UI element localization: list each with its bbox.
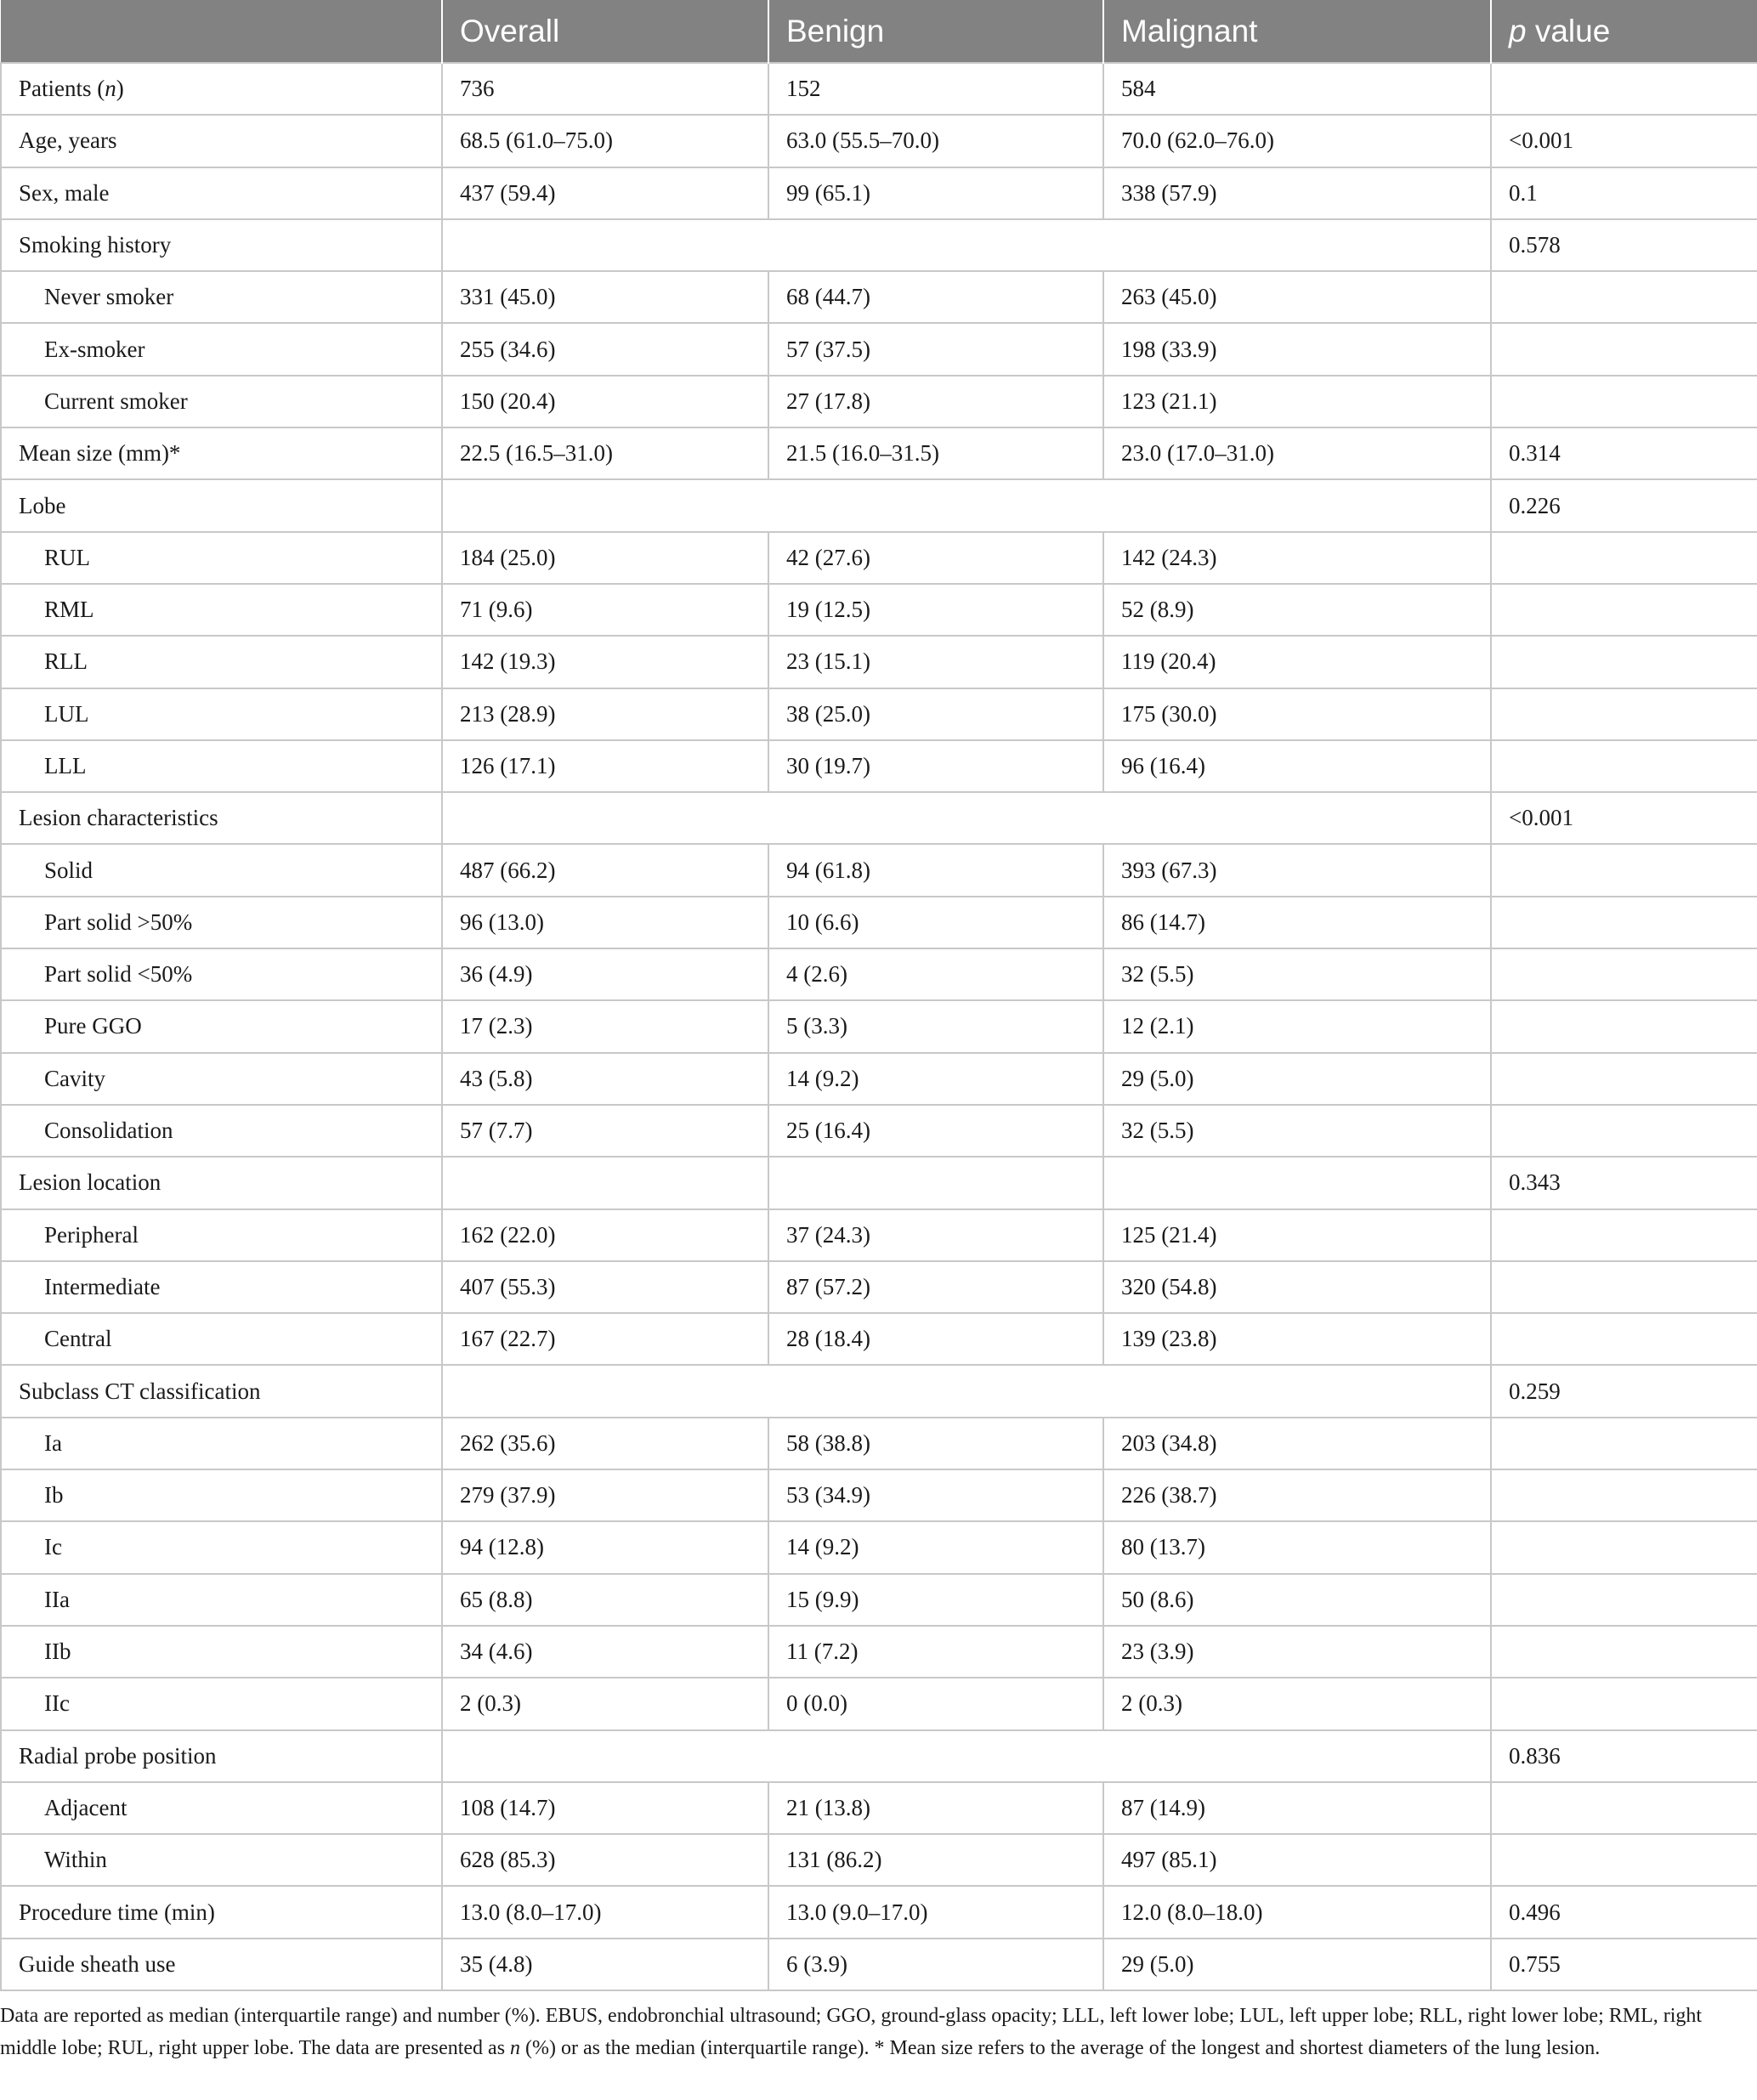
cell-overall: 65 (8.8) (442, 1574, 768, 1626)
cell-p-value (1491, 897, 1757, 948)
cell-overall: 331 (45.0) (442, 271, 768, 323)
cell-overall (442, 1157, 768, 1208)
cell-benign: 131 (86.2) (768, 1834, 1103, 1886)
table-row (1, 1313, 1757, 1365)
cell-overall: 71 (9.6) (442, 584, 768, 636)
cell-benign: 94 (61.8) (768, 844, 1103, 896)
table-row (1, 948, 1757, 1000)
cell-p-value (1491, 1000, 1757, 1052)
cell-p-value (1491, 1782, 1757, 1834)
cell-overall: 68.5 (61.0–75.0) (442, 115, 768, 167)
row-label: Solid (1, 844, 442, 896)
table-row (1, 167, 1757, 219)
cell-p-value: 0.314 (1491, 427, 1757, 479)
cell-overall: 262 (35.6) (442, 1418, 768, 1469)
cell-malignant: 175 (30.0) (1103, 688, 1491, 740)
cell-p-value (1491, 323, 1757, 375)
row-label: Cavity (1, 1053, 442, 1105)
cell-overall: 94 (12.8) (442, 1521, 768, 1573)
row-label-text: ) (116, 76, 124, 102)
cell-overall: 2 (0.3) (442, 1678, 768, 1729)
cell-benign: 152 (768, 63, 1103, 115)
cell-malignant: 226 (38.7) (1103, 1469, 1491, 1521)
table-row (1, 115, 1757, 167)
cell-benign: 37 (24.3) (768, 1209, 1103, 1261)
cell-benign: 42 (27.6) (768, 532, 1103, 584)
row-label: LLL (1, 740, 442, 792)
row-label: Ib (1, 1469, 442, 1521)
row-label-italic: n (105, 76, 116, 102)
cell-p-value (1491, 1469, 1757, 1521)
cell-p-value (1491, 376, 1757, 427)
table-row (1, 1626, 1757, 1678)
table-row (1, 1730, 1757, 1782)
table-row (1, 532, 1757, 584)
row-label: Never smoker (1, 271, 442, 323)
table-row (1, 636, 1757, 688)
cell-p-value (1491, 636, 1757, 688)
cell-malignant: 119 (20.4) (1103, 636, 1491, 688)
cell-p-value (1491, 1834, 1757, 1886)
row-label: Smoking history (1, 219, 442, 271)
section-spacer-cell (442, 219, 1491, 271)
cell-p-value (1491, 1053, 1757, 1105)
row-label-text: Patients ( (19, 76, 105, 102)
cell-p-value (1491, 1261, 1757, 1313)
cell-malignant: 52 (8.9) (1103, 584, 1491, 636)
row-label: Radial probe position (1, 1730, 442, 1782)
cell-malignant: 198 (33.9) (1103, 323, 1491, 375)
footnote-part2: (%) or as the median (interquartile range). * Mean size refers to the average of the longest and shortest diameters of the lung lesion. (520, 2037, 1601, 2059)
cell-benign: 0 (0.0) (768, 1678, 1103, 1729)
row-label: IIc (1, 1678, 442, 1729)
cell-malignant: 203 (34.8) (1103, 1418, 1491, 1469)
header-overall: Overall (442, 0, 768, 63)
section-spacer-cell (442, 792, 1491, 844)
cell-p-value (1491, 1574, 1757, 1626)
cell-malignant: 497 (85.1) (1103, 1834, 1491, 1886)
cell-overall: 57 (7.7) (442, 1105, 768, 1157)
cell-p-value (1491, 1418, 1757, 1469)
cell-benign: 23 (15.1) (768, 636, 1103, 688)
row-label: RLL (1, 636, 442, 688)
cell-overall: 162 (22.0) (442, 1209, 768, 1261)
cell-p-value (1491, 1626, 1757, 1678)
cell-benign: 28 (18.4) (768, 1313, 1103, 1365)
cell-p-value (1491, 1521, 1757, 1573)
cell-benign: 21.5 (16.0–31.5) (768, 427, 1103, 479)
cell-benign: 63.0 (55.5–70.0) (768, 115, 1103, 167)
table-header (1, 0, 1757, 63)
row-label: IIb (1, 1626, 442, 1678)
row-label: Peripheral (1, 1209, 442, 1261)
cell-malignant: 142 (24.3) (1103, 532, 1491, 584)
section-spacer-cell (442, 479, 1491, 531)
cell-p-value: 0.578 (1491, 219, 1757, 271)
cell-overall: 43 (5.8) (442, 1053, 768, 1105)
cell-p-value (1491, 740, 1757, 792)
cell-malignant: 2 (0.3) (1103, 1678, 1491, 1729)
table-row (1, 1053, 1757, 1105)
cell-p-value: 0.226 (1491, 479, 1757, 531)
header-row (1, 0, 1757, 63)
cell-malignant: 12 (2.1) (1103, 1000, 1491, 1052)
table-row (1, 1418, 1757, 1469)
cell-benign: 27 (17.8) (768, 376, 1103, 427)
row-label (1, 63, 442, 115)
cell-overall: 407 (55.3) (442, 1261, 768, 1313)
cell-overall: 36 (4.9) (442, 948, 768, 1000)
cell-p-value (1491, 584, 1757, 636)
table-row (1, 1469, 1757, 1521)
cell-malignant: 125 (21.4) (1103, 1209, 1491, 1261)
table-row (1, 1782, 1757, 1834)
row-label: Consolidation (1, 1105, 442, 1157)
cell-overall: 142 (19.3) (442, 636, 768, 688)
cell-overall: 22.5 (16.5–31.0) (442, 427, 768, 479)
cell-overall: 34 (4.6) (442, 1626, 768, 1678)
section-spacer-cell (442, 1365, 1491, 1417)
cell-malignant: 29 (5.0) (1103, 1939, 1491, 1990)
cell-p-value: 0.755 (1491, 1939, 1757, 1990)
cell-malignant: 87 (14.9) (1103, 1782, 1491, 1834)
row-label: Ex-smoker (1, 323, 442, 375)
table-row (1, 1365, 1757, 1417)
cell-overall: 35 (4.8) (442, 1939, 768, 1990)
cell-benign: 53 (34.9) (768, 1469, 1103, 1521)
cell-malignant: 338 (57.9) (1103, 167, 1491, 219)
cell-malignant: 32 (5.5) (1103, 1105, 1491, 1157)
cell-p-value (1491, 1209, 1757, 1261)
row-label: Mean size (mm)* (1, 427, 442, 479)
cell-malignant: 393 (67.3) (1103, 844, 1491, 896)
table-row (1, 63, 1757, 115)
header-p-value (1491, 0, 1757, 63)
row-label: Age, years (1, 115, 442, 167)
cell-p-value: <0.001 (1491, 115, 1757, 167)
row-label: Adjacent (1, 1782, 442, 1834)
cell-p-value (1491, 688, 1757, 740)
row-label: Subclass CT classification (1, 1365, 442, 1417)
cell-benign: 25 (16.4) (768, 1105, 1103, 1157)
row-label: Lesion characteristics (1, 792, 442, 844)
table-body (1, 63, 1757, 1990)
row-label: Central (1, 1313, 442, 1365)
cell-p-value: 0.1 (1491, 167, 1757, 219)
cell-benign: 14 (9.2) (768, 1521, 1103, 1573)
row-label: Part solid >50% (1, 897, 442, 948)
row-label: IIa (1, 1574, 442, 1626)
header-benign: Benign (768, 0, 1103, 63)
header-p-italic: p (1509, 13, 1527, 48)
cell-malignant: 80 (13.7) (1103, 1521, 1491, 1573)
cell-p-value: 0.343 (1491, 1157, 1757, 1208)
row-label: Lobe (1, 479, 442, 531)
cell-benign: 87 (57.2) (768, 1261, 1103, 1313)
cell-benign: 21 (13.8) (768, 1782, 1103, 1834)
row-label: Intermediate (1, 1261, 442, 1313)
table-row (1, 1678, 1757, 1729)
row-label: Pure GGO (1, 1000, 442, 1052)
footnote-italic-n: n (510, 2037, 521, 2059)
table-row (1, 427, 1757, 479)
table-row (1, 1939, 1757, 1990)
cell-benign: 11 (7.2) (768, 1626, 1103, 1678)
cell-p-value: <0.001 (1491, 792, 1757, 844)
cell-overall: 628 (85.3) (442, 1834, 768, 1886)
cell-benign: 6 (3.9) (768, 1939, 1103, 1990)
cell-benign: 14 (9.2) (768, 1053, 1103, 1105)
table-row (1, 271, 1757, 323)
cell-overall: 167 (22.7) (442, 1313, 768, 1365)
header-malignant: Malignant (1103, 0, 1491, 63)
table-footnote (0, 2000, 1743, 2064)
cell-p-value (1491, 844, 1757, 896)
cell-overall: 108 (14.7) (442, 1782, 768, 1834)
table-row (1, 1105, 1757, 1157)
row-label: Guide sheath use (1, 1939, 442, 1990)
cell-benign: 99 (65.1) (768, 167, 1103, 219)
cell-p-value (1491, 271, 1757, 323)
row-label: Ic (1, 1521, 442, 1573)
table-row (1, 740, 1757, 792)
table-row (1, 897, 1757, 948)
cell-overall: 736 (442, 63, 768, 115)
row-label: Within (1, 1834, 442, 1886)
cell-malignant: 263 (45.0) (1103, 271, 1491, 323)
cell-benign: 19 (12.5) (768, 584, 1103, 636)
row-label: Procedure time (min) (1, 1886, 442, 1938)
cell-malignant: 32 (5.5) (1103, 948, 1491, 1000)
cell-malignant: 23.0 (17.0–31.0) (1103, 427, 1491, 479)
table-row (1, 688, 1757, 740)
cell-overall: 126 (17.1) (442, 740, 768, 792)
table-row (1, 376, 1757, 427)
cell-overall: 255 (34.6) (442, 323, 768, 375)
row-label: Sex, male (1, 167, 442, 219)
row-label: LUL (1, 688, 442, 740)
cell-benign (768, 1157, 1103, 1208)
table-row (1, 1000, 1757, 1052)
cell-p-value (1491, 1678, 1757, 1729)
cell-p-value: 0.496 (1491, 1886, 1757, 1938)
cell-benign: 38 (25.0) (768, 688, 1103, 740)
header-value-word: value (1534, 13, 1611, 48)
cell-benign: 5 (3.3) (768, 1000, 1103, 1052)
cell-overall: 437 (59.4) (442, 167, 768, 219)
cell-benign: 15 (9.9) (768, 1574, 1103, 1626)
cell-overall: 279 (37.9) (442, 1469, 768, 1521)
table-row (1, 219, 1757, 271)
cell-benign: 58 (38.8) (768, 1418, 1103, 1469)
cell-overall: 150 (20.4) (442, 376, 768, 427)
cell-benign: 13.0 (9.0–17.0) (768, 1886, 1103, 1938)
cell-malignant: 50 (8.6) (1103, 1574, 1491, 1626)
table-row (1, 1521, 1757, 1573)
table-row (1, 792, 1757, 844)
table-row (1, 323, 1757, 375)
cell-benign: 68 (44.7) (768, 271, 1103, 323)
table-row (1, 1261, 1757, 1313)
cell-malignant: 12.0 (8.0–18.0) (1103, 1886, 1491, 1938)
cell-p-value: 0.259 (1491, 1365, 1757, 1417)
cell-p-value (1491, 948, 1757, 1000)
cell-benign: 4 (2.6) (768, 948, 1103, 1000)
row-label: Current smoker (1, 376, 442, 427)
table-row (1, 844, 1757, 896)
table-row (1, 479, 1757, 531)
cell-benign: 10 (6.6) (768, 897, 1103, 948)
section-spacer-cell (442, 1730, 1491, 1782)
cell-overall: 184 (25.0) (442, 532, 768, 584)
cell-benign: 57 (37.5) (768, 323, 1103, 375)
row-label: Lesion location (1, 1157, 442, 1208)
cell-p-value (1491, 1105, 1757, 1157)
cell-overall: 487 (66.2) (442, 844, 768, 896)
header-label-column (1, 0, 442, 63)
row-label: Part solid <50% (1, 948, 442, 1000)
table-row (1, 1209, 1757, 1261)
cell-malignant: 123 (21.1) (1103, 376, 1491, 427)
cell-malignant (1103, 1157, 1491, 1208)
cell-malignant: 70.0 (62.0–76.0) (1103, 115, 1491, 167)
cell-overall: 96 (13.0) (442, 897, 768, 948)
table-row (1, 1574, 1757, 1626)
footnote-part1: Data are reported as median (interquartile range) and number (%). EBUS, endobronchial ultrasound; GGO, ground-glass opacity; LLL, left lower lobe; LUL, left upper lobe; RLL, right lower lobe; RML, right middle lobe; RUL, right upper lobe. The data are presented as (0, 2005, 1703, 2059)
cell-overall: 213 (28.9) (442, 688, 768, 740)
cell-malignant: 86 (14.7) (1103, 897, 1491, 948)
cell-overall: 13.0 (8.0–17.0) (442, 1886, 768, 1938)
cell-malignant: 320 (54.8) (1103, 1261, 1491, 1313)
cell-p-value: 0.836 (1491, 1730, 1757, 1782)
cell-malignant: 584 (1103, 63, 1491, 115)
row-label: RUL (1, 532, 442, 584)
cell-malignant: 29 (5.0) (1103, 1053, 1491, 1105)
cell-p-value (1491, 1313, 1757, 1365)
table-row (1, 1886, 1757, 1938)
cell-malignant: 96 (16.4) (1103, 740, 1491, 792)
cell-malignant: 139 (23.8) (1103, 1313, 1491, 1365)
row-label: RML (1, 584, 442, 636)
row-label: Ia (1, 1418, 442, 1469)
table-row (1, 1834, 1757, 1886)
cell-overall: 17 (2.3) (442, 1000, 768, 1052)
cell-p-value (1491, 532, 1757, 584)
cell-p-value (1491, 63, 1757, 115)
table-row (1, 1157, 1757, 1208)
table-row (1, 584, 1757, 636)
cell-malignant: 23 (3.9) (1103, 1626, 1491, 1678)
cell-benign: 30 (19.7) (768, 740, 1103, 792)
